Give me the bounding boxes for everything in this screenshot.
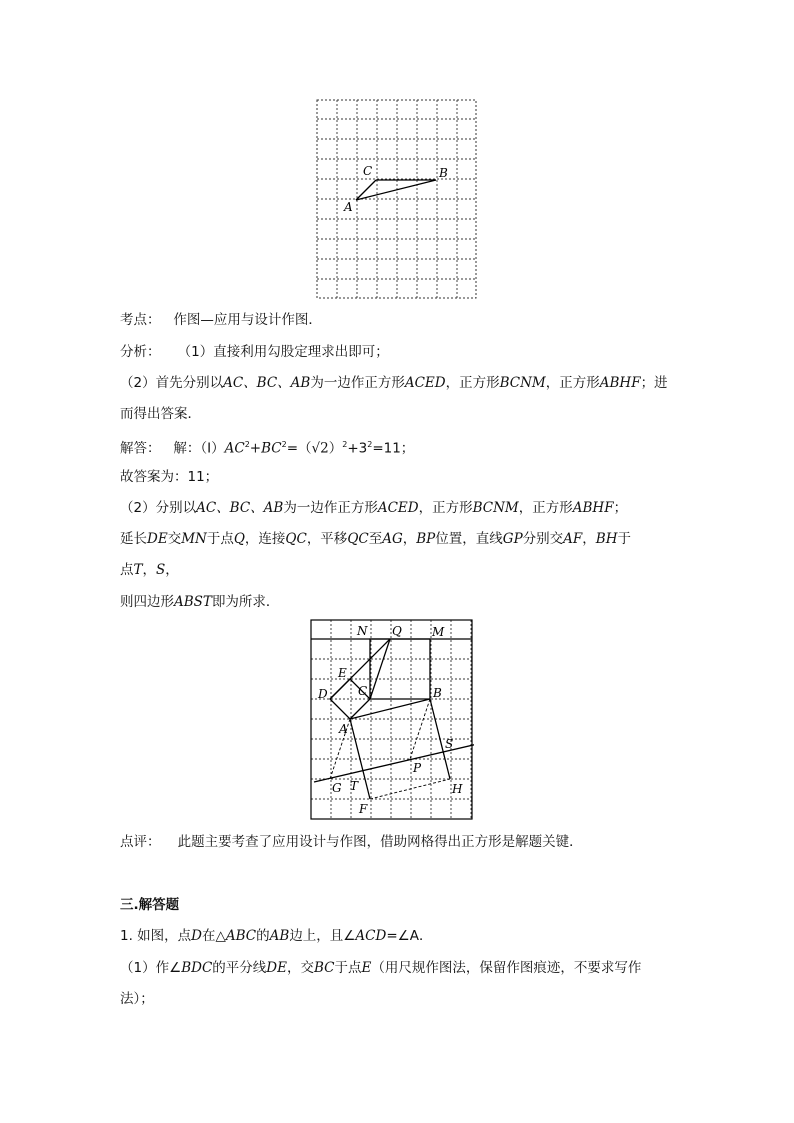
t: （2）首先分别以 [120,375,224,391]
t: AF [563,531,583,547]
t: GP [502,531,523,547]
t: +3 [347,440,368,457]
t: ，平移 [306,531,348,547]
label-c: C [363,164,373,178]
t: S [156,562,166,578]
label-c2: C [358,684,368,698]
t: 于 [617,531,631,547]
t: ABHF [572,500,614,516]
t: 分别交 [522,531,564,547]
fenxi-p1: （1）直接利用勾股定理求出即可； [177,344,389,360]
t: ABST [174,594,212,610]
t: （2）分别以 [120,500,197,516]
t: AG [382,531,403,547]
t: MN [181,531,207,547]
dianping-text: 此题主要考查了应用设计与作图，借助网格得出正方形是解题关键． [177,834,583,850]
t: =（ [286,440,312,457]
t: ，正方形 [545,375,600,391]
t: 于点 [334,960,362,976]
t: ， [402,531,417,547]
t: DE [266,960,287,976]
t: E [361,960,372,976]
t: 于点 [206,531,234,547]
t: ACD [355,928,387,944]
figure-1-grid-triangle [316,99,478,301]
kaodian-label: 考点： [120,312,161,328]
t: 点 [120,562,134,578]
kaodian-line [120,310,322,330]
t: 2 [244,440,250,449]
t: ，交 [286,960,314,976]
jieda-line-5 [120,560,179,580]
q1-line-3 [120,989,154,1009]
t: ；进 [640,375,668,391]
t: 的平分线 [212,960,267,976]
t: 则四边形 [120,594,174,610]
line-fh [370,779,450,799]
label-n: N [357,624,368,638]
t: QC [285,531,307,547]
label-t: T [350,779,359,793]
q1-line-2 [120,958,641,978]
t: ，正方形 [518,500,573,516]
t: 至 [368,531,383,547]
t: =∠A． [386,928,433,944]
t: AC [224,440,245,457]
t: 在△ [202,928,226,944]
t: 位置，直线 [435,531,503,547]
t: 法）； [120,991,154,1007]
fenxi-line-1 [120,342,389,362]
label-a: A [344,200,353,214]
section-title [120,895,179,915]
t: AB [269,928,290,944]
t: D [191,928,202,944]
line-ab [350,699,430,719]
jieda-line-6 [120,592,279,612]
t: =11； [372,440,415,457]
t: ACED [377,500,419,516]
t: BP [416,531,436,547]
label-s: S [445,737,454,751]
t: AC、BC、AB [223,375,311,391]
label-d: D [318,687,328,701]
jieda-line-1 [120,435,414,459]
t: （用尺规作图法，保留作图痕迹，不要求写作 [371,960,642,976]
t: ） [328,440,343,457]
t: ，连接 [244,531,286,547]
t: 2 [367,440,373,449]
t: 2 [342,440,348,449]
t: DE [147,531,168,547]
t: BCNM [472,500,519,516]
square-bcnm [370,639,430,699]
figure-2-construction [310,619,474,821]
q1-line-1 [120,926,432,946]
t: 延长 [120,531,147,547]
t: BDC [181,960,213,976]
label-h: H [452,782,463,796]
fenxi-line-3 [120,404,201,424]
label-m: M [432,625,445,639]
label-a2: A [339,722,348,736]
t: QC [347,531,369,547]
label-e: E [338,666,347,680]
fenxi-label: 分析： [120,344,161,360]
t: AC、BC、AB [196,500,284,516]
t: 解：（Ⅰ） [173,440,225,457]
t: ， [142,562,157,578]
t: +BC [249,440,282,457]
t: BCNM [499,375,546,391]
label-p: P [413,761,422,775]
t: ACED [404,375,446,391]
jieda-label: 解答： [120,440,161,457]
t: （1）作∠ [120,960,182,976]
t: Q [233,531,245,547]
t: ，正方形 [418,500,473,516]
t: T [133,562,143,578]
t: 的 [256,928,270,944]
section-title-text: 三.解答题 [120,897,180,913]
t: ABHF [599,375,641,391]
jieda-line-3 [120,498,627,518]
label-b2: B [433,686,442,700]
line-qc [370,639,390,699]
t: ； [613,500,628,516]
label-f: F [359,802,368,816]
t: BC [313,960,335,976]
t: ABC [225,928,257,944]
fenxi-p3: 而得出答案． [120,406,201,422]
jieda-answer [120,467,218,487]
t: 为一边作正方形 [310,375,405,391]
dianping-label: 点评： [120,834,161,850]
answer-text: 故答案为：11； [120,469,219,485]
label-g: G [332,781,342,795]
t: 边上，且∠ [289,928,356,944]
dianping-line [120,832,583,852]
t: ， [582,531,596,547]
t: 2 [281,440,287,449]
t: BH [595,531,618,547]
t: ， [165,562,179,578]
fenxi-line-2 [120,373,668,393]
label-q: Q [392,624,402,638]
kaodian-text: 作图—应用与设计作图． [173,312,322,328]
label-b: B [439,166,448,180]
t: ，正方形 [445,375,500,391]
t: 即为所求． [211,594,280,610]
t: 1. 如图，点 [120,928,192,944]
t: 交 [167,531,182,547]
jieda-line-4 [120,529,631,549]
sqrt-2: √2 [311,440,329,457]
t: 为一边作正方形 [283,500,378,516]
segment-ab [356,180,436,200]
line-bp [410,699,430,759]
